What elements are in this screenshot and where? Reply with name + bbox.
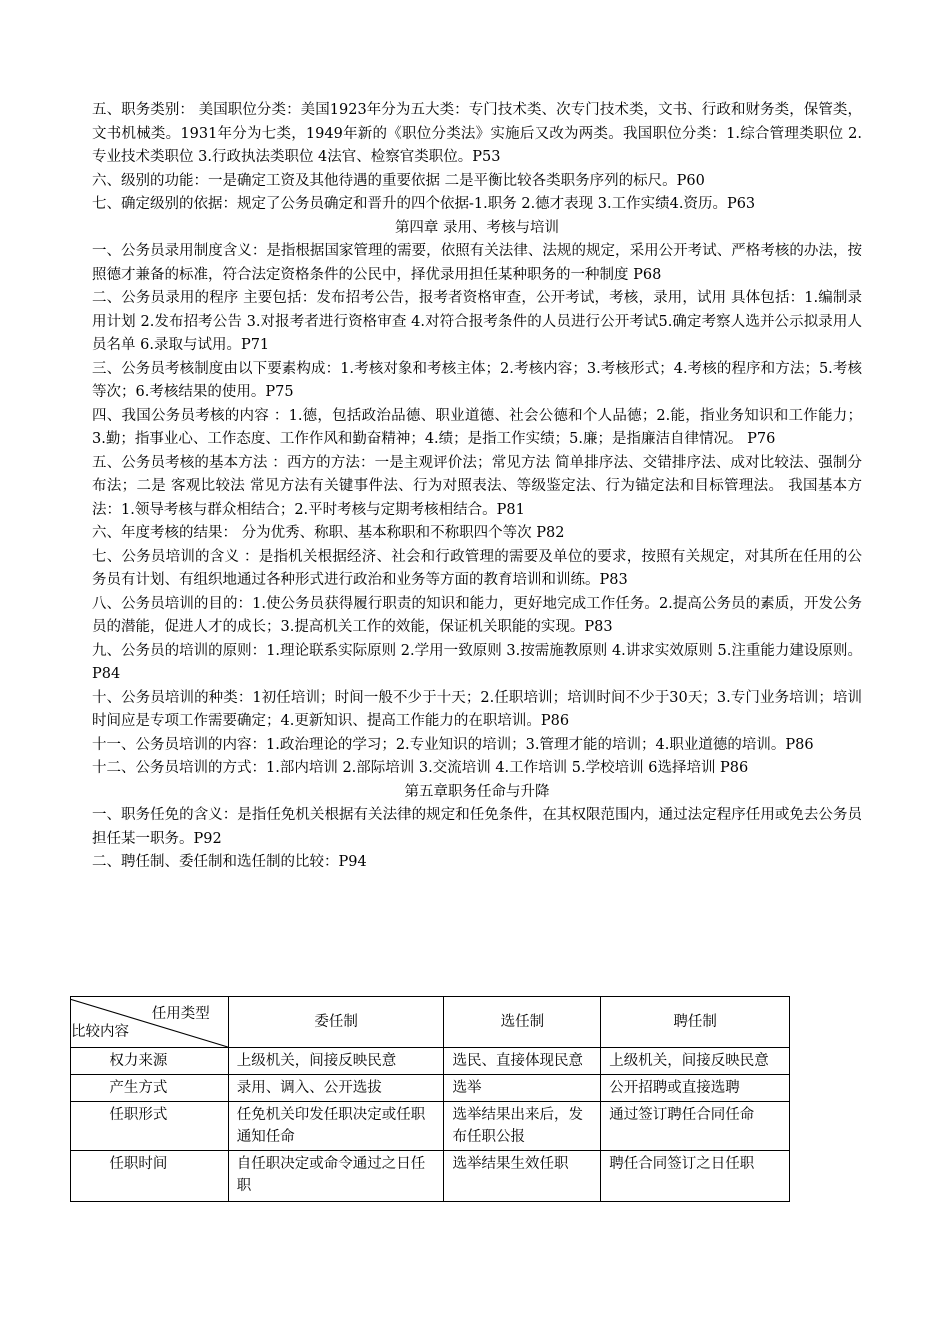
table-cell: 选举 [444,1075,601,1102]
paragraph-comparison-intro: 二、聘任制、委任制和选任制的比较：P94 [92,854,367,870]
table-corner-cell [71,997,229,1048]
table-cell: 选民、直接体现民意 [444,1048,601,1075]
table-cell: 选举结果出来后，发布任职公报 [444,1102,601,1151]
table-cell: 任免机关印发任职决定或任职通知任命 [228,1102,444,1151]
row-label: 任职形式 [71,1102,229,1151]
paragraph-recruitment-definition: 一、公务员录用制度含义：是指根据国家管理的需要，依照有关法律、法规的规定，采用公开考试、严格考核的办法，按照德才兼备的标准，符合法定资格条件的公民中，择优录用担任某种职务的一种制度 P68 [92,243,862,283]
table-cell: 录用、调入、公开选拔 [228,1075,444,1102]
table-cell: 公开招聘或直接选聘 [601,1075,790,1102]
paragraph-assessment-content: 四、我国公务员考核的内容 ：1.德，包括政治品德、职业道德、社会公德和个人品德；2.能，指业务知识和工作能力；3.勤；指事业心、工作态度、工作作风和勤奋精神；4.绩；是指工作实绩；5.廉；是指廉洁自律情况。 P76 [92,407,862,447]
paragraph-recruitment-procedure: 二、公务员录用的程序 主要包括：发布招考公告，报考者资格审查，公开考试，考核，录用，试用 具体包括：1.编制录用计划 2.发布招考公告 3.对报考者进行资格审查 4.对符合报考条件的人员进行公开考试5.确定考察人选并公示拟录用人员名单 6.录取与试用。P71 [92,290,862,353]
table-row [71,1102,790,1151]
table-row [71,1075,790,1102]
paragraph-training-types: 十、公务员培训的种类：1初任培训；时间一般不少于十天；2.任职培训；培训时间不少于30天；3.专门业务培训；培训时间应是专项工作需要确定；4.更新知识、提高工作能力的在职培训。P86 [92,689,862,729]
paragraph-training-purpose: 八、公务员培训的目的：1.使公务员获得履行职责的知识和能力，更好地完成工作任务。2.提高公务员的素质，开发公务员的潜能，促进人才的成长；3.提高机关工作的效能，保证机关职能的实现。P83 [92,595,862,635]
table-cell: 上级机关，间接反映民意 [601,1048,790,1075]
row-label: 产生方式 [71,1075,229,1102]
column-header: 委任制 [228,997,444,1048]
paragraph-training-principles: 九、公务员的培训的原则：1.理论联系实际原则 2.学用一致原则 3.按需施教原则 4.讲求实效原则 5.注重能力建设原则。 P84 [92,642,862,682]
corner-label-type: 任用类型 [151,1006,210,1022]
chapter-5-heading: 第五章职务任命与升降 [404,783,550,800]
paragraph-annual-results: 六、年度考核的结果： 分为优秀、称职、基本称职和不称职四个等次 P82 [92,525,565,541]
paragraph-appointment-definition: 一、职务任免的含义：是指任免机关根据有关法律的规定和任免条件，在其权限范围内，通过法定程序任用或免去公务员担任某一职务。P92 [92,807,862,847]
document-body [92,99,862,875]
table-cell: 通过签订聘任合同任命 [601,1102,790,1151]
paragraph-assessment-elements: 三、公务员考核制度由以下要素构成：1.考核对象和考核主体；2.考核内容；3.考核形式；4.考核的程序和方法；5.考核等次；6.考核结果的使用。P75 [92,360,862,400]
paragraph-job-categories: 五、职务类别： 美国职位分类：美国1923年分为五大类：专门技术类、次专门技术类，文书、行政和财务类，保管类，文书机械类。1931年分为七类，1949年新的《职位分类法》实施后又改为两类。我国职位分类：1.综合管理类职位 2.专业技术类职位 3.行政执法类职位 4法官、检察官类职位。P53 [92,102,862,165]
table-row [71,1151,790,1202]
table-row [71,1048,790,1075]
row-label: 权力来源 [71,1048,229,1075]
table-cell: 上级机关，间接反映民意 [228,1048,444,1075]
column-header: 选任制 [444,997,601,1048]
paragraph-training-content: 十一、公务员培训的内容：1.政治理论的学习；2.专业知识的培训；3.管理才能的培训；4.职业道德的培训。P86 [92,736,814,753]
corner-label-content: 比较内容 [71,1024,129,1040]
table-cell: 自任职决定或命令通过之日任职 [228,1151,444,1202]
table-header-row [71,997,790,1048]
appointment-comparison-table [70,996,790,1202]
chapter-4-heading: 第四章 录用、考核与培训 [394,219,560,236]
paragraph-assessment-methods: 五、公务员考核的基本方法 ：西方的方法：一是主观评价法；常见方法 简单排序法、交错排序法、成对比较法、强制分布法；二是 客观比较法 常见方法有关键事件法、行为对照表法、等级鉴定法、行为锚定法和目标管理法。 我国基本方法：1.领导考核与群众相结合；2.平时考核与定期考核相结合。P81 [92,454,862,518]
paragraph-training-definition: 七、公务员培训的含义 ：是指机关根据经济、社会和行政管理的需要及单位的要求，按照有关规定，对其所在任用的公务员有计划、有组织地通过各种形式进行政治和业务等方面的教育培训和训练。P83 [92,548,862,588]
paragraph-training-modes: 十二、公务员培训的方式：1.部内培训 2.部际培训 3.交流培训 4.工作培训 5.学校培训 6选择培训 P86 [92,760,749,776]
row-label: 任职时间 [71,1151,229,1202]
paragraph-rank-function: 六、级别的功能：一是确定工资及其他待遇的重要依据 二是平衡比较各类职务序列的标尺。P60 [92,172,705,189]
table-cell: 选举结果生效任职 [444,1151,601,1202]
paragraph-rank-basis: 七、确定级别的依据：规定了公务员确定和晋升的四个依据-1.职务 2.德才表现 3.工作实绩4.资历。P63 [92,196,756,212]
table-cell: 聘任合同签订之日任职 [601,1151,790,1202]
column-header: 聘任制 [601,997,790,1048]
